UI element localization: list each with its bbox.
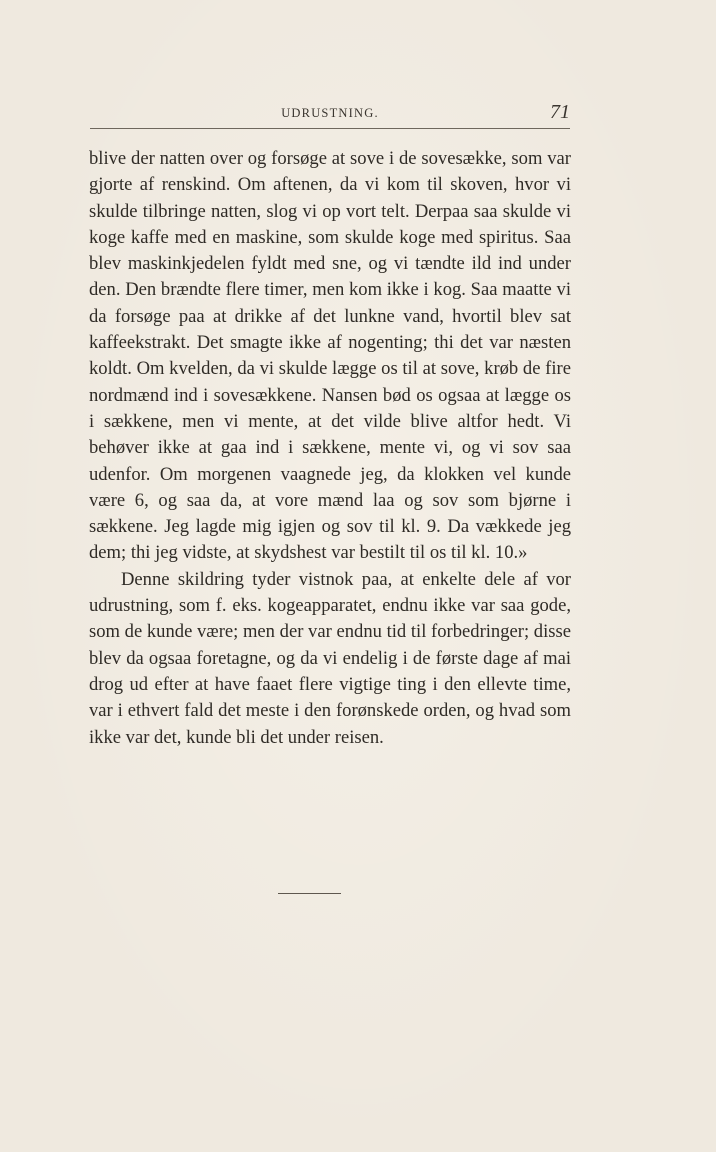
- page-header: [90, 101, 570, 128]
- header-rule: [90, 128, 570, 129]
- paragraph: Denne skildring tyder vistnok paa, at enkelte dele af vor udrustning, som f. eks. kogeapparatet, endnu ikke var saa gode, som de kunde være; men der var endnu tid til forbedringer; disse blev da ogsaa foretagne, og da vi endelig i de første dage af mai drog ud efter at have faaet flere vigtige ting i den ellevte time, var i ethvert fald det meste i den forønskede orden, og hvad som ikke var det, kunde bli det under reisen.: [89, 568, 571, 748]
- body-text: [89, 146, 571, 751]
- running-head: UDRUSTNING.: [281, 106, 379, 120]
- paragraph-continued: blive der natten over og forsøge at sove i de sovesække, som var gjorte af renskind. Om aftenen, da vi kom til skoven, hvor vi skulde tilbringe natten, slog vi op vort telt. Derpaa saa skulde vi koge kaffe med en maskine, som skulde koge med spiritus. Saa blev maskinkjedelen fyldt med sne, og vi tændte ild ind under den. Den brændte flere timer, men kom ikke i kog. Saa maatte vi da forsøge paa at drikke af det lunkne vand, hvortil blev sat kaffeekstrakt. Det smagte ikke af nogenting; thi det var næsten koldt. Om kvelden, da vi skulde lægge os til at sove, krøb de fire nordmænd ind i sovesækkene. Nansen bød os ogsaa at lægge os i sækkene, men vi mente, at det vilde blive altfor hedt. Vi behøver ikke at gaa ind i sækkene, mente vi, og vi sov saa udenfor. Om morgenen vaagnede jeg, da klokken vel kunde være 6, og saa da, at vore mænd laa og sov som bjørne i sækkene. Jeg lagde mig igjen og sov til kl. 9. Da vækkede jeg dem; thi jeg vidste, at skydshest var bestilt til os til kl. 10.»: [89, 148, 571, 564]
- page-number: 71: [550, 101, 570, 123]
- end-rule: [278, 893, 341, 894]
